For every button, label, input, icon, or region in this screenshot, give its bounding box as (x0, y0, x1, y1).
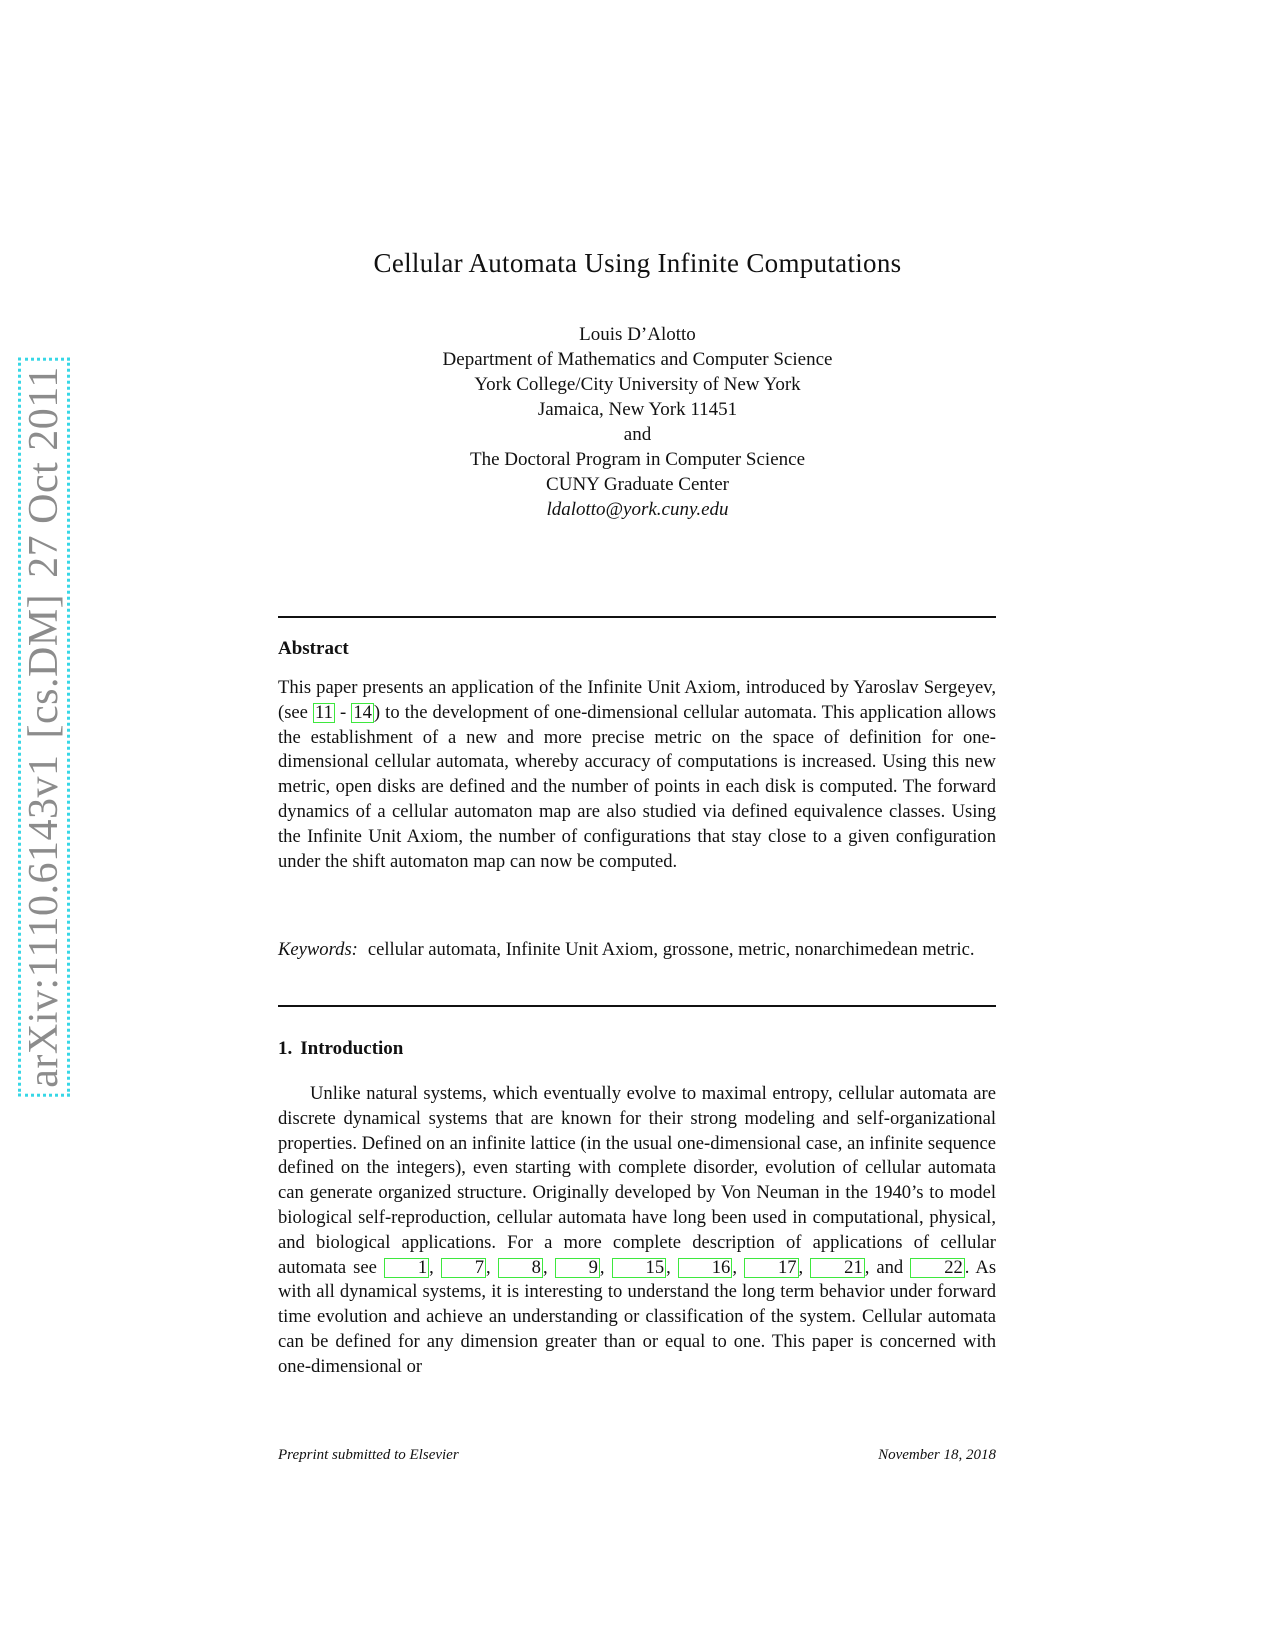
affiliation-line: CUNY Graduate Center (546, 474, 729, 495)
section-number: 1. (278, 1038, 293, 1059)
affiliation-line: and (623, 424, 652, 445)
author-name: Louis D’Alotto (579, 324, 696, 345)
paper-title: Cellular Automata Using Infinite Computations (373, 248, 902, 278)
author-email[interactable]: ldalotto@york.cuny.edu (546, 499, 729, 520)
arxiv-date: 27 Oct 2011 (21, 366, 67, 578)
citation-link[interactable]: 9 (555, 1258, 600, 1278)
intro-paragraph: Unlike natural systems, which eventually evolve to maximal entropy, cellular automata are discrete dynamical systems that are known for their strong modeling and self-organizational properties. Defined on an infinite lattice (in the usual one-dimensional case, an infinite sequence defined on the integers), even starting with complete disorder, evolution of cellular automata can generate organized structure. Originally developed by Von Neuman in the 1940’s to model biological self-reproduction, cellular automata have long been used in computational, physical, and biological applications. For a more complete description of applications of cellular automata see 1 , 7 , 8 , 9 , 15 , 16 , 17 , 21 , and 22 . As with all dynamical systems, it is interesting to understand the long term behavior under forward time evolution and achieve an understanding or classification of the system. Cellular automata can be defined for any dimension greater than or equal to one. This paper is concerned with one-dimensional or (278, 1083, 997, 1377)
section-title: Introduction (300, 1038, 404, 1059)
abstract-bottom-rule (278, 1005, 996, 1007)
keywords-text: cellular automata, Infinite Unit Axiom, grossone, metric, nonarchimedean metric. (367, 939, 975, 960)
footer-date: November 18, 2018 (878, 1447, 996, 1463)
arxiv-category: [cs.DM] (21, 593, 67, 739)
introduction-body (278, 1082, 996, 1380)
citation-link[interactable]: 14 (353, 701, 372, 723)
affiliation-line: Department of Mathematics and Computer Science (442, 349, 833, 370)
citation-link[interactable]: 8 (498, 1258, 543, 1278)
abstract-body (278, 676, 996, 874)
abstract-top-rule (278, 616, 996, 618)
footer-preprint-note: Preprint submitted to Elsevier (278, 1447, 459, 1463)
keywords-label: Keywords: (278, 939, 358, 960)
citation-link[interactable]: 11 (315, 701, 333, 723)
abstract-heading: Abstract (278, 638, 349, 659)
citation-link[interactable]: 22 (910, 1258, 965, 1278)
arxiv-id: arXiv:1110.6143v1 (21, 754, 67, 1088)
author-block (0, 322, 1275, 522)
citation-link[interactable]: 16 (678, 1258, 733, 1278)
arxiv-stamp (0, 0, 67, 1088)
affiliation-line: The Doctoral Program in Computer Science (469, 449, 806, 470)
citation-link[interactable]: 17 (744, 1258, 799, 1278)
citation-link[interactable]: 7 (441, 1258, 486, 1278)
intro-text: . As with all dynamical systems, it is interesting to understand the long term behavior under forward time evolution and achieve an understanding or classification of the system. Cellular automata can be defined for any dimension greater than or equal to one. This paper is concerned with one-dimensional or (278, 1256, 997, 1377)
abstract-text: - (334, 701, 352, 723)
intro-text: Unlike natural systems, which eventually evolve to maximal entropy, cellular automata are discrete dynamical systems that are known for their strong modeling and self-organizational properties. Defined on an infinite lattice (in the usual one-dimensional case, an infinite sequence defined on the integers), even starting with complete disorder, evolution of cellular automata can generate organized structure. Originally developed by Von Neuman in the 1940’s to model biological self-reproduction, cellular automata have long been used in computational, physical, and biological applications. For a more complete description of applications of cellular automata see (278, 1083, 996, 1278)
citation-link[interactable]: 21 (810, 1258, 865, 1278)
section-heading (278, 1038, 403, 1060)
abstract-text: ) to the development of one-dimensional cellular automata. This application allows the establishment of a new and more precise metric on the space of definition for one-dimensional cellular automata, whereby accuracy of computations is increased. Using this new metric, open disks are defined and the number of points in each disk is computed. The forward dynamics of a cellular automaton map are also studied via defined equivalence classes. Using the Infinite Unit Axiom, the number of configurations that stay close to a given configuration under the shift automaton map can now be computed. (278, 701, 996, 872)
citation-link[interactable]: 15 (612, 1258, 667, 1278)
keywords (278, 938, 996, 963)
affiliation-line: York College/City University of New York (474, 374, 801, 395)
affiliation-line: Jamaica, New York 11451 (537, 399, 738, 420)
abstract-text: This paper presents an application of the Infinite Unit Axiom, introduced by Yaroslav Sergeyev, (see (278, 677, 996, 723)
intro-text: , and (864, 1256, 911, 1278)
citation-link[interactable]: 1 (384, 1258, 429, 1278)
